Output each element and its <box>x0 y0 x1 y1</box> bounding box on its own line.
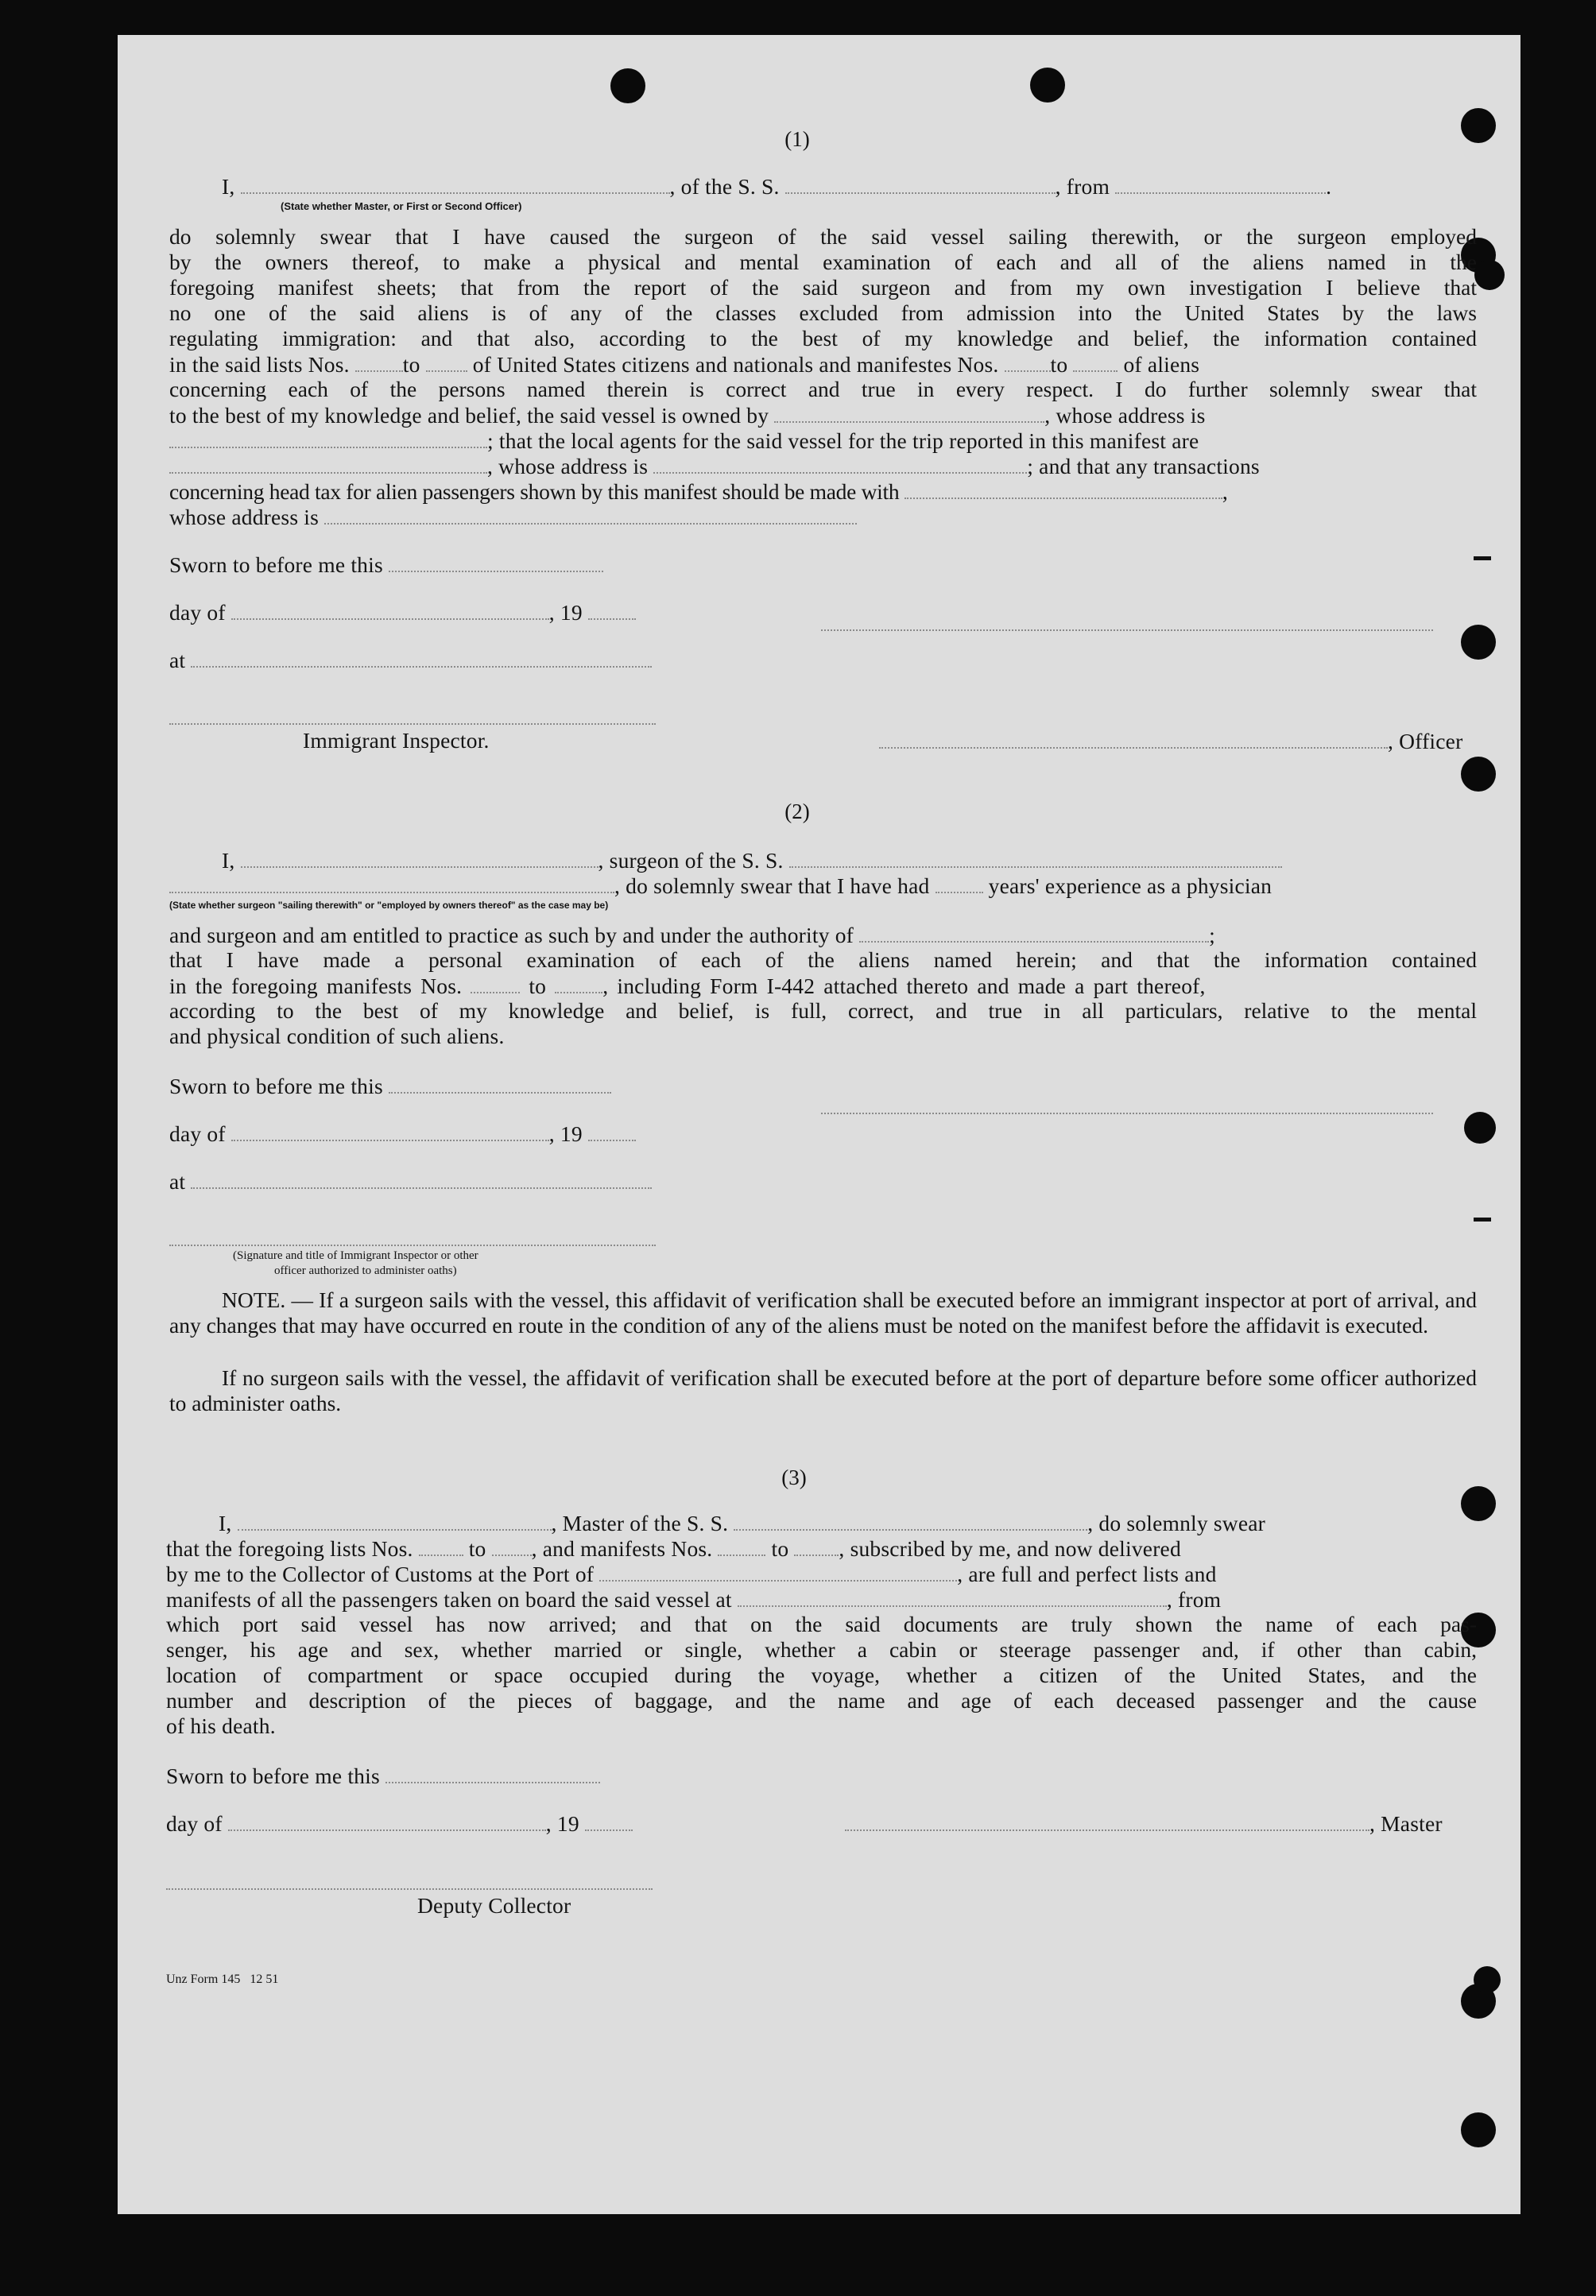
s3-manifests-line: manifests of all the passengers taken on board the said vessel at , from <box>166 1587 1222 1612</box>
s3-year-blank[interactable] <box>585 1810 633 1831</box>
s1-headtax-line: concerning head tax for alien passengers shown by this manifest should be made with , <box>169 479 1228 504</box>
s1-day-of: day of , 19 <box>169 599 636 625</box>
s2-at: at <box>169 1168 652 1194</box>
s2-place-blank[interactable] <box>191 1168 652 1189</box>
s2-line-2: , do solemnly swear that I have had years' experience as a physician <box>169 873 1272 899</box>
s3-list-to-blank[interactable] <box>492 1535 532 1556</box>
s3-body-line: location of compartment or space occupied during the voyage, whether a citizen of the United States, and the <box>166 1663 1477 1687</box>
headtax-blank[interactable] <box>905 478 1222 499</box>
s2-last-line: and physical condition of such aliens. <box>169 1024 505 1048</box>
s1-lists-line: in the said lists Nos. to of United States citizens and nationals and manifestes Nos. to of aliens <box>169 352 1200 377</box>
s1-officer-blank[interactable] <box>879 728 1388 749</box>
s1-body-line: foregoing manifest sheets; that from the report of the said surgeon and from my own investigation I believe that <box>169 275 1477 300</box>
s3-body-line: senger, his age and sex, whether married or single, whether a cabin or steerage passenger and, if other than cabin, <box>166 1637 1477 1662</box>
surgeon-status-blank[interactable] <box>169 873 614 893</box>
officer-name-blank[interactable] <box>241 173 670 194</box>
margin-mark <box>1474 1218 1491 1222</box>
s2-manifest-line: in the foregoing manifests Nos. to , including Form I-442 attached thereto and made a part thereof, <box>169 974 1206 998</box>
from-port-blank[interactable] <box>1115 173 1326 194</box>
s3-collector-line: by me to the Collector of Customs at the Port of , are full and perfect lists and <box>166 1562 1217 1586</box>
s3-body-line: which port said vessel has now arrived; and that on the said documents are truly shown the name of each pas- <box>166 1612 1477 1636</box>
agents-address-blank[interactable] <box>653 453 1027 474</box>
s3-month-blank[interactable] <box>228 1810 546 1831</box>
s1-sworn-date-blank[interactable] <box>389 552 603 572</box>
form-sheet <box>118 35 1520 2214</box>
punch-hole <box>1461 757 1496 792</box>
margin-mark <box>1474 556 1491 560</box>
manifest-to-blank[interactable] <box>1073 351 1118 372</box>
s1-body-line: no one of the said aliens is of any of the classes excluded from admission into the United States by the laws <box>169 300 1477 325</box>
embark-port-blank[interactable] <box>738 1586 1167 1607</box>
s3-collector-signature-line[interactable] <box>166 1888 653 1890</box>
headtax-address-blank[interactable] <box>324 504 857 525</box>
s3-day-of: day of , 19 <box>166 1810 633 1837</box>
punch-hole <box>1030 68 1065 103</box>
s2-manifest-to-blank[interactable] <box>555 973 602 993</box>
s3-manifest-to-blank[interactable] <box>794 1535 839 1556</box>
punch-hole <box>1474 260 1505 290</box>
s3-master-signature: , Master <box>845 1810 1443 1837</box>
s3-deputy: Deputy Collector <box>417 1893 571 1918</box>
s2-year-blank[interactable] <box>588 1121 636 1141</box>
vessel-name-blank[interactable] <box>785 173 1056 194</box>
s2-sworn: Sworn to before me this <box>169 1073 611 1099</box>
master-name-blank[interactable] <box>238 1510 552 1531</box>
s1-at: at <box>169 647 652 673</box>
s2-exam-line: that I have made a personal examination of each of the aliens named herein; and that the information contained <box>169 947 1477 972</box>
s2-body-line: according to the best of my knowledge and belief, is full, correct, and true in all particulars, relative to the mental <box>169 998 1477 1023</box>
s1-year-blank[interactable] <box>588 599 636 620</box>
s2-authority-line: and surgeon and am entitled to practice as such by and under the authority of ; <box>169 923 1215 947</box>
s3-last-line: of his death. <box>166 1713 276 1738</box>
s2-manifest-from-blank[interactable] <box>471 973 520 993</box>
s1-inspector: Immigrant Inspector. <box>303 728 490 753</box>
s3-sworn-date-blank[interactable] <box>385 1763 600 1783</box>
s3-line-1: I, , Master of the S. S. , do solemnly swear <box>219 1511 1266 1535</box>
years-experience-blank[interactable] <box>936 873 983 893</box>
punch-hole <box>1461 2112 1496 2147</box>
surgeon-note: (State whether surgeon "sailing therewith" or "employed by owners thereof" as the case may be) <box>169 900 609 911</box>
s1-address-line: , whose address is ; and that any transactions <box>169 453 1260 479</box>
port-blank[interactable] <box>599 1561 957 1582</box>
s2-month-blank[interactable] <box>231 1121 549 1141</box>
s2-line-1: I, , surgeon of the S. S. <box>222 847 1282 873</box>
s1-body-line: by the owners thereof, to make a physical and mental examination of each and all of the aliens named in the <box>169 250 1477 274</box>
s2-vessel-blank[interactable] <box>789 847 1282 868</box>
surgeon-name-blank[interactable] <box>241 847 598 868</box>
s1-agents-line: ; that the local agents for the said vessel for the trip reported in this manifest are <box>169 428 1199 454</box>
form-number: Unz Form 145 12 51 <box>166 1973 279 1986</box>
s3-body-line: number and description of the pieces of baggage, and the name and age of each deceased passenger and the cause <box>166 1688 1477 1713</box>
s2-day-of: day of , 19 <box>169 1121 636 1147</box>
authority-blank[interactable] <box>859 922 1209 943</box>
note-paragraph-1: NOTE. — If a surgeon sails with the vessel, this affidavit of verification shall be executed before an immigrant inspector at port of arrival, and any changes that may have occurred en route in the condition of any of the aliens must be noted on the manifest before the affidavit is executed. <box>169 1287 1477 1338</box>
list-from-blank[interactable] <box>355 351 403 372</box>
owner-address-blank[interactable] <box>169 428 487 448</box>
s1-body-line: concerning each of the persons named therein is correct and true in every respect. I do further solemnly swear that <box>169 377 1477 401</box>
s1-officer-signature-line[interactable] <box>821 629 1433 631</box>
s3-list-from-blank[interactable] <box>419 1535 463 1556</box>
s1-owned-line: to the best of my knowledge and belief, the said vessel is owned by , whose address is <box>169 403 1206 428</box>
s2-sworn-date-blank[interactable] <box>389 1073 611 1094</box>
punch-hole <box>1474 1966 1501 1993</box>
punch-hole <box>1464 1112 1496 1144</box>
manifest-from-blank[interactable] <box>1005 351 1051 372</box>
note-paragraph-2: If no surgeon sails with the vessel, the affidavit of verification shall be executed before at the port of departure before some officer authorized to administer oaths. <box>169 1365 1477 1416</box>
s3-sworn: Sworn to before me this <box>166 1763 600 1789</box>
s1-place-blank[interactable] <box>191 647 652 668</box>
list-to-blank[interactable] <box>426 351 467 372</box>
punch-hole <box>1461 1486 1496 1521</box>
s1-whose-line: whose address is <box>169 504 857 530</box>
oath-line-1: I, , of the S. S. , from . <box>222 174 1332 199</box>
s3-vessel-blank[interactable] <box>734 1510 1087 1531</box>
signature-note-1: (Signature and title of Immigrant Inspector or other <box>233 1249 478 1262</box>
section-3-number: (3) <box>781 1465 807 1489</box>
s3-manifest-from-blank[interactable] <box>718 1535 765 1556</box>
punch-hole <box>1461 108 1496 143</box>
s1-body-line: do solemnly swear that I have caused the surgeon of the said vessel sailing therewith, or the surgeon employed <box>169 224 1477 249</box>
s1-body-line: regulating immigration: and that also, according to the best of my knowledge and belief, the information contained <box>169 326 1477 350</box>
signature-note-2: officer authorized to administer oaths) <box>274 1264 457 1277</box>
punch-hole <box>610 68 645 103</box>
s1-sworn: Sworn to before me this <box>169 552 603 578</box>
section-2-number: (2) <box>784 800 810 823</box>
officer-note: (State whether Master, or First or Second Officer) <box>281 200 522 212</box>
s1-inspector-signature-line[interactable] <box>169 723 656 725</box>
s2-surgeon-signature-line[interactable] <box>821 1113 1433 1114</box>
s3-lists-line: that the foregoing lists Nos. to , and manifests Nos. to , subscribed by me, and now delivered <box>166 1536 1181 1561</box>
section-1-number: (1) <box>784 127 810 151</box>
owner-blank[interactable] <box>774 402 1044 423</box>
s2-inspector-signature-line[interactable] <box>169 1245 656 1246</box>
s1-month-blank[interactable] <box>231 599 549 620</box>
s3-master-blank[interactable] <box>845 1810 1369 1831</box>
punch-hole <box>1461 625 1496 660</box>
agents-blank[interactable] <box>169 453 487 474</box>
s1-officer-signature: , Officer <box>879 728 1462 754</box>
